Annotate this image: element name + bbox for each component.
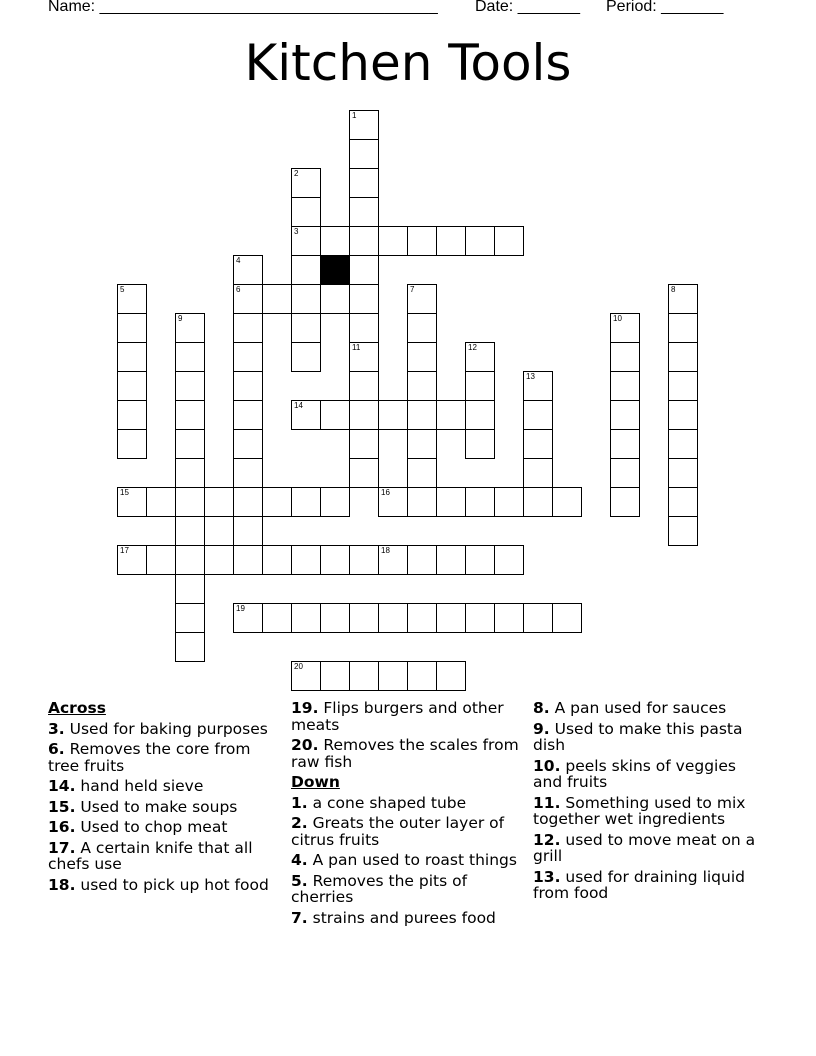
date-label: Date: _______ xyxy=(475,0,580,15)
cell-number: 9 xyxy=(178,314,183,323)
grid-cell[interactable] xyxy=(349,400,379,430)
grid-cell[interactable] xyxy=(175,574,205,604)
grid-cell[interactable] xyxy=(233,400,263,430)
grid-cell[interactable] xyxy=(668,284,698,314)
grid-cell[interactable] xyxy=(436,545,466,575)
grid-cell[interactable] xyxy=(175,342,205,372)
clue-item xyxy=(291,852,526,869)
cell-number: 2 xyxy=(294,169,299,178)
grid-cell[interactable] xyxy=(407,429,437,459)
grid-cell[interactable] xyxy=(610,400,640,430)
grid-cell[interactable] xyxy=(436,400,466,430)
grid-cell[interactable] xyxy=(146,487,176,517)
grid-cell[interactable] xyxy=(320,487,350,517)
grid-cell[interactable] xyxy=(378,545,408,575)
grid-cell[interactable] xyxy=(233,487,263,517)
grid-cell[interactable] xyxy=(204,487,234,517)
grid-cell[interactable] xyxy=(233,284,263,314)
grid-cell[interactable] xyxy=(465,226,495,256)
grid-cell[interactable] xyxy=(465,342,495,372)
grid-cell[interactable] xyxy=(146,545,176,575)
grid-cell[interactable] xyxy=(494,545,524,575)
grid-cell[interactable] xyxy=(233,371,263,401)
clue-number: 11. xyxy=(533,793,561,812)
grid-cell[interactable] xyxy=(320,603,350,633)
grid-cell[interactable] xyxy=(117,284,147,314)
clue-item xyxy=(291,737,526,770)
grid-cell[interactable] xyxy=(407,661,437,691)
grid-cell[interactable] xyxy=(117,487,147,517)
grid-cell[interactable] xyxy=(668,313,698,343)
grid-cell[interactable] xyxy=(262,284,292,314)
grid-cell[interactable] xyxy=(465,400,495,430)
grid-cell[interactable] xyxy=(349,661,379,691)
clue-text: peels skins of veggies and fruits xyxy=(533,756,736,791)
clue-text: Removes the pits of cherries xyxy=(291,871,468,906)
clue-item xyxy=(533,758,768,791)
clue-text: Something used to mix together wet ingredients xyxy=(533,793,746,828)
grid-cell[interactable] xyxy=(552,603,582,633)
clue-number: 8. xyxy=(533,699,550,717)
cell-number: 14 xyxy=(294,401,303,410)
grid-cell[interactable] xyxy=(320,661,350,691)
clue-item xyxy=(48,741,283,774)
grid-cell[interactable] xyxy=(349,139,379,169)
clue-number: 14. xyxy=(48,777,76,795)
clue-text: A pan used for sauces xyxy=(549,699,727,717)
clues-column-3 xyxy=(533,700,768,906)
grid-cell[interactable] xyxy=(349,197,379,227)
clue-text: Used for baking purposes xyxy=(64,719,268,738)
grid-cell[interactable] xyxy=(291,168,321,198)
clue-item xyxy=(48,721,283,738)
clue-number: 15. xyxy=(48,797,76,816)
grid-cell[interactable] xyxy=(320,284,350,314)
clue-text: Removes the core from tree fruits xyxy=(48,740,251,775)
grid-cell[interactable] xyxy=(175,400,205,430)
grid-cell[interactable] xyxy=(668,429,698,459)
grid-cell[interactable] xyxy=(349,110,379,140)
grid-cell[interactable] xyxy=(349,284,379,314)
grid-cell[interactable] xyxy=(291,661,321,691)
grid-cell[interactable] xyxy=(349,168,379,198)
grid-cell[interactable] xyxy=(204,545,234,575)
grid-cell[interactable] xyxy=(407,342,437,372)
grid-cell[interactable] xyxy=(117,313,147,343)
clue-text: A certain knife that all chefs use xyxy=(48,838,253,873)
grid-cell[interactable] xyxy=(349,603,379,633)
cell-number: 18 xyxy=(381,546,390,555)
grid-cell[interactable] xyxy=(291,603,321,633)
grid-cell[interactable] xyxy=(349,371,379,401)
clues-column-2 xyxy=(291,700,526,930)
grid-cell[interactable] xyxy=(175,516,205,546)
grid-cell[interactable] xyxy=(175,458,205,488)
grid-cell[interactable] xyxy=(407,603,437,633)
clue-list-col3 xyxy=(533,700,768,902)
clue-item xyxy=(533,832,768,865)
grid-cell[interactable] xyxy=(407,458,437,488)
clue-item xyxy=(291,815,526,848)
grid-black-cell xyxy=(320,255,350,285)
cell-number: 13 xyxy=(526,372,535,381)
grid-cell[interactable] xyxy=(117,400,147,430)
clue-number: 18. xyxy=(48,875,76,894)
grid-cell[interactable] xyxy=(291,284,321,314)
clue-text: Used to chop meat xyxy=(75,818,228,836)
grid-cell[interactable] xyxy=(552,487,582,517)
grid-cell[interactable] xyxy=(494,487,524,517)
grid-cell[interactable] xyxy=(233,255,263,285)
grid-cell[interactable] xyxy=(610,429,640,459)
grid-cell[interactable] xyxy=(291,226,321,256)
grid-cell[interactable] xyxy=(465,429,495,459)
clue-text: used for draining liquid from food xyxy=(533,867,745,902)
clue-list-col2-across xyxy=(291,700,526,770)
clue-number: 10. xyxy=(533,756,561,775)
grid-cell[interactable] xyxy=(349,313,379,343)
grid-cell[interactable] xyxy=(378,226,408,256)
grid-cell[interactable] xyxy=(610,458,640,488)
grid-cell[interactable] xyxy=(233,313,263,343)
grid-cell[interactable] xyxy=(291,545,321,575)
cell-number: 11 xyxy=(352,343,361,352)
grid-cell[interactable] xyxy=(523,458,553,488)
grid-cell[interactable] xyxy=(407,400,437,430)
grid-cell[interactable] xyxy=(175,371,205,401)
grid-cell[interactable] xyxy=(117,545,147,575)
grid-cell[interactable] xyxy=(233,342,263,372)
grid-cell[interactable] xyxy=(668,487,698,517)
grid-cell[interactable] xyxy=(175,632,205,662)
grid-cell[interactable] xyxy=(610,313,640,343)
clue-number: 9. xyxy=(533,719,550,738)
down-heading: Down xyxy=(291,773,340,791)
clue-item xyxy=(48,840,283,873)
grid-cell[interactable] xyxy=(610,342,640,372)
grid-cell[interactable] xyxy=(523,400,553,430)
grid-cell[interactable] xyxy=(465,487,495,517)
cell-number: 19 xyxy=(236,604,245,613)
clue-list-col1 xyxy=(48,721,283,894)
grid-cell[interactable] xyxy=(349,429,379,459)
grid-cell[interactable] xyxy=(523,371,553,401)
clue-item xyxy=(48,778,283,795)
grid-cell[interactable] xyxy=(349,226,379,256)
period-label: Period: _______ xyxy=(606,0,724,15)
clue-item xyxy=(533,869,768,902)
grid-cell[interactable] xyxy=(668,516,698,546)
clue-item xyxy=(48,877,283,894)
grid-cell[interactable] xyxy=(436,487,466,517)
grid-cell[interactable] xyxy=(320,400,350,430)
clue-item xyxy=(291,873,526,906)
clue-text: Flips burgers and other meats xyxy=(291,699,504,734)
grid-cell[interactable] xyxy=(378,661,408,691)
clue-text: used to move meat on a grill xyxy=(533,830,756,865)
clue-number: 16. xyxy=(48,818,76,836)
cell-number: 5 xyxy=(120,285,125,294)
grid-cell[interactable] xyxy=(262,603,292,633)
clue-text: hand held sieve xyxy=(75,777,204,795)
clue-text: A pan used to roast things xyxy=(307,851,517,869)
clue-number: 2. xyxy=(291,814,308,832)
grid-cell[interactable] xyxy=(291,197,321,227)
grid-cell[interactable] xyxy=(407,371,437,401)
clue-item xyxy=(291,910,526,927)
clue-item xyxy=(533,700,768,717)
grid-cell[interactable] xyxy=(175,429,205,459)
clue-number: 17. xyxy=(48,838,76,857)
cell-number: 1 xyxy=(352,111,357,120)
clue-number: 19. xyxy=(291,699,319,717)
cell-number: 15 xyxy=(120,488,129,497)
grid-cell[interactable] xyxy=(291,487,321,517)
grid-cell[interactable] xyxy=(436,603,466,633)
cell-number: 4 xyxy=(236,256,241,265)
clue-number: 12. xyxy=(533,830,561,849)
clue-number: 20. xyxy=(291,736,319,754)
clue-text: used to pick up hot food xyxy=(75,875,269,894)
grid-cell[interactable] xyxy=(407,487,437,517)
clue-number: 3. xyxy=(48,719,65,738)
grid-cell[interactable] xyxy=(407,226,437,256)
clue-text: a cone shaped tube xyxy=(307,793,467,812)
grid-cell[interactable] xyxy=(407,313,437,343)
grid-cell[interactable] xyxy=(349,458,379,488)
clues-column-1 xyxy=(48,700,283,897)
grid-cell[interactable] xyxy=(233,429,263,459)
clue-text: Greats the outer layer of citrus fruits xyxy=(291,814,505,849)
grid-cell[interactable] xyxy=(262,487,292,517)
clue-item xyxy=(291,700,526,733)
grid-cell[interactable] xyxy=(668,400,698,430)
cell-number: 16 xyxy=(381,488,390,497)
clue-text: strains and purees food xyxy=(307,908,496,927)
grid-cell[interactable] xyxy=(320,545,350,575)
grid-cell[interactable] xyxy=(378,400,408,430)
grid-cell[interactable] xyxy=(175,603,205,633)
grid-cell[interactable] xyxy=(436,661,466,691)
grid-cell[interactable] xyxy=(291,400,321,430)
grid-cell[interactable] xyxy=(610,371,640,401)
grid-cell[interactable] xyxy=(668,342,698,372)
grid-cell[interactable] xyxy=(378,603,408,633)
grid-cell[interactable] xyxy=(349,545,379,575)
cell-number: 8 xyxy=(671,285,676,294)
clue-number: 13. xyxy=(533,867,561,886)
clue-number: 4. xyxy=(291,851,308,869)
clue-number: 5. xyxy=(291,871,308,890)
grid-cell[interactable] xyxy=(233,516,263,546)
cell-number: 20 xyxy=(294,662,303,671)
clue-item xyxy=(48,799,283,816)
clue-item xyxy=(533,795,768,828)
grid-cell[interactable] xyxy=(320,226,350,256)
name-label: Name: ______________________________________ xyxy=(48,0,438,15)
grid-cell[interactable] xyxy=(465,371,495,401)
clue-number: 7. xyxy=(291,908,308,927)
clue-number: 6. xyxy=(48,740,65,758)
grid-cell[interactable] xyxy=(349,342,379,372)
grid-cell[interactable] xyxy=(407,284,437,314)
clue-list-col2-down xyxy=(291,795,526,927)
across-heading: Across xyxy=(48,699,106,717)
grid-cell[interactable] xyxy=(523,603,553,633)
clue-text: Removes the scales from raw fish xyxy=(291,736,519,771)
grid-cell[interactable] xyxy=(610,487,640,517)
cell-number: 7 xyxy=(410,285,415,294)
grid-cell[interactable] xyxy=(668,458,698,488)
cell-number: 10 xyxy=(613,314,622,323)
clue-text: Used to make soups xyxy=(75,797,238,816)
clue-item xyxy=(291,795,526,812)
cell-number: 3 xyxy=(294,227,299,236)
cell-number: 12 xyxy=(468,343,477,352)
grid-cell[interactable] xyxy=(465,545,495,575)
grid-cell[interactable] xyxy=(175,545,205,575)
grid-cell[interactable] xyxy=(523,429,553,459)
grid-cell[interactable] xyxy=(494,226,524,256)
puzzle-title: Kitchen Tools xyxy=(244,34,572,92)
grid-cell[interactable] xyxy=(175,487,205,517)
grid-cell[interactable] xyxy=(117,371,147,401)
grid-cell[interactable] xyxy=(117,429,147,459)
clue-text: Used to make this pasta dish xyxy=(533,719,743,754)
cell-number: 6 xyxy=(236,285,241,294)
grid-cell[interactable] xyxy=(233,545,263,575)
grid-cell[interactable] xyxy=(407,545,437,575)
grid-cell[interactable] xyxy=(233,458,263,488)
clue-item xyxy=(533,721,768,754)
clue-item xyxy=(48,819,283,836)
grid-cell[interactable] xyxy=(494,603,524,633)
grid-cell[interactable] xyxy=(465,603,495,633)
grid-cell[interactable] xyxy=(436,226,466,256)
grid-cell[interactable] xyxy=(291,313,321,343)
grid-cell[interactable] xyxy=(175,313,205,343)
grid-cell[interactable] xyxy=(262,545,292,575)
grid-cell[interactable] xyxy=(291,342,321,372)
clue-number: 1. xyxy=(291,793,308,812)
grid-cell[interactable] xyxy=(668,371,698,401)
grid-cell[interactable] xyxy=(349,255,379,285)
grid-cell[interactable] xyxy=(233,603,263,633)
grid-cell[interactable] xyxy=(117,342,147,372)
cell-number: 17 xyxy=(120,546,129,555)
grid-cell[interactable] xyxy=(378,487,408,517)
grid-cell[interactable] xyxy=(291,255,321,285)
grid-cell[interactable] xyxy=(523,487,553,517)
